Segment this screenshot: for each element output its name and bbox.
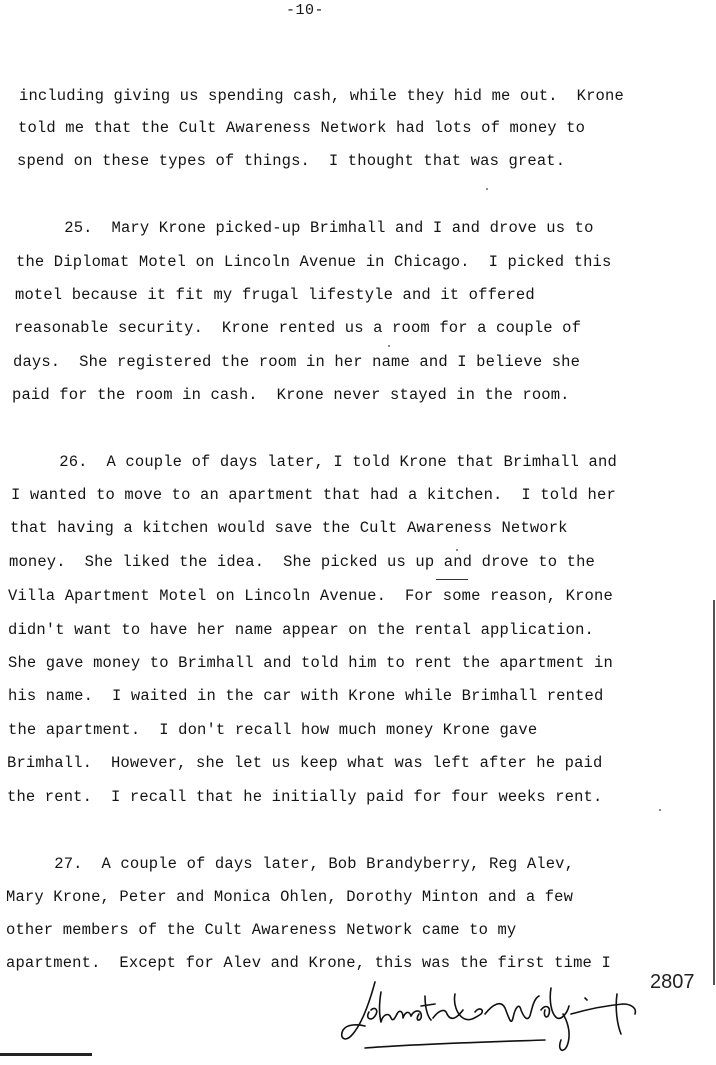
text-line: the rent. I recall that he initially paid for four weeks rent. (7, 788, 603, 806)
signature (335, 974, 645, 1065)
signature-scribble (335, 974, 645, 1060)
text-line: reasonable security. Krone rented us a room for a couple of (14, 319, 582, 337)
bates-stamp: 2807 (650, 971, 695, 993)
scan-speck (388, 345, 390, 347)
text-line: I wanted to move to an apartment that had a kitchen. I told her (11, 486, 616, 504)
text-line: motel because it fit my frugal lifestyle and it offered (15, 286, 535, 304)
text-line: didn't want to have her name appear on the rental application. (8, 621, 594, 639)
text-line: paid for the room in cash. Krone never stayed in the room. (12, 386, 570, 404)
scan-edge-line (0, 1053, 92, 1056)
scan-speck (456, 549, 458, 551)
text-line: apartment. Except for Alev and Krone, this was the first time I (6, 954, 611, 972)
text-line: 25. Mary Krone picked-up Brimhall and I and drove us to (17, 219, 594, 237)
text-line: his name. I waited in the car with Krone while Brimhall rented (8, 687, 604, 705)
text-line: that having a kitchen would save the Cult Awareness Network (10, 519, 568, 537)
text-line: 26. A couple of days later, I told Krone that Brimhall and (12, 453, 617, 471)
scan-edge-line (713, 600, 715, 985)
text-line: including giving us spending cash, while they hid me out. Krone (19, 87, 624, 105)
text-line: told me that the Cult Awareness Network had lots of money to (18, 119, 586, 137)
text-line: Villa Apartment Motel on Lincoln Avenue. For some reason, Krone (8, 587, 613, 605)
scan-speck (659, 809, 661, 811)
text-line: days. She registered the room in her name and I believe she (13, 353, 581, 371)
text-line: 27. A couple of days later, Bob Brandyberry, Reg Alev, (7, 855, 575, 873)
text-line: Mary Krone, Peter and Monica Ohlen, Dorothy Minton and a few (6, 888, 574, 906)
text-line: She gave money to Brimhall and told him to rent the apartment in (8, 654, 613, 672)
text-line: the apartment. I don't recall how much money Krone gave (8, 721, 538, 739)
handwritten-mark (436, 579, 468, 580)
text-line: money. She liked the idea. She picked us up and drove to the (9, 553, 595, 571)
scan-speck (486, 188, 488, 190)
page-number: -10- (286, 2, 325, 19)
text-line: other members of the Cult Awareness Network came to my (6, 921, 517, 939)
text-line: the Diplomat Motel on Lincoln Avenue in Chicago. I picked this (16, 253, 612, 271)
text-line: Brimhall. However, she let us keep what was left after he paid (7, 754, 603, 772)
text-line: spend on these types of things. I thought that was great. (17, 152, 566, 170)
